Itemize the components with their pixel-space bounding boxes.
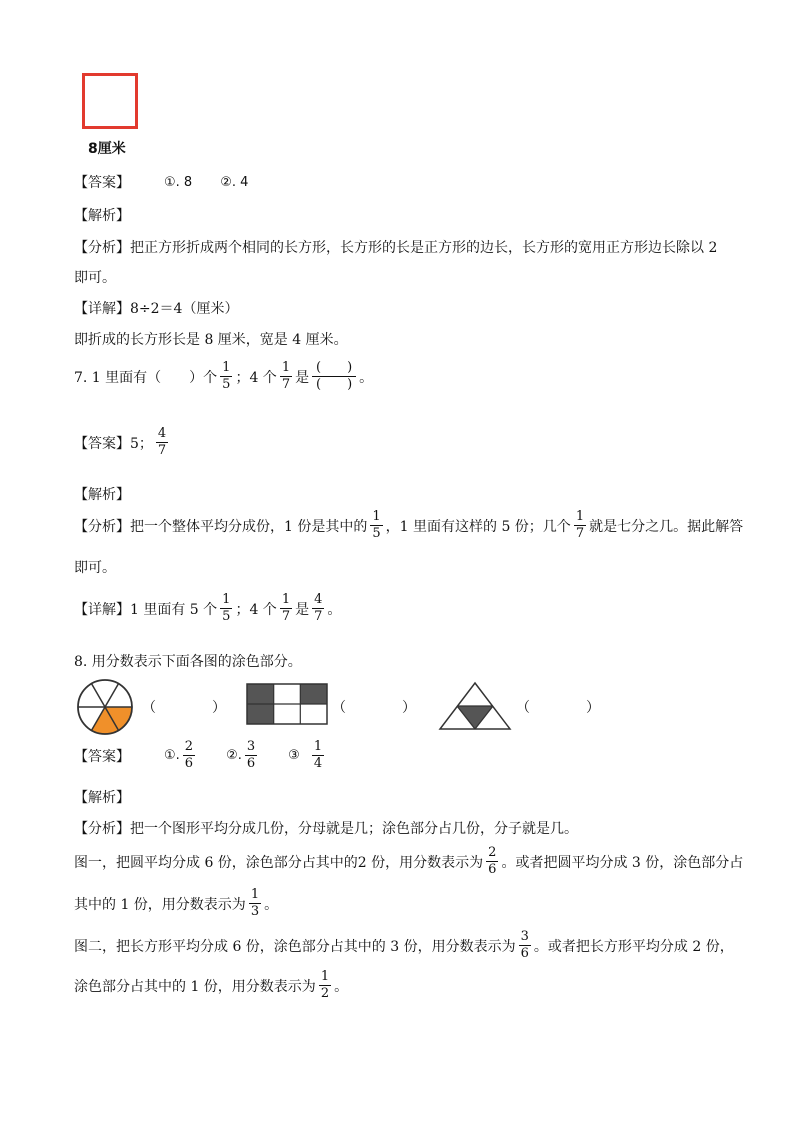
answer-fraction-2-6 <box>183 739 195 772</box>
blank-den: ( ) <box>316 377 353 392</box>
frac-den: 6 <box>184 756 194 771</box>
frac-den: 7 <box>157 443 167 458</box>
answer-tag: 【答案】 <box>74 175 130 191</box>
blank-num: ( ) <box>312 360 356 377</box>
fraction-1-5 <box>220 360 232 393</box>
q8-fig2-line2 <box>74 969 348 1002</box>
q7-answer-row <box>74 426 171 459</box>
fraction-2-6 <box>486 845 498 878</box>
fraction-1-2 <box>319 969 331 1002</box>
frac-num: 2 <box>184 739 194 754</box>
frac-den: 5 <box>372 526 381 541</box>
q7-detail-line <box>74 592 341 625</box>
q6-analysis-title: 【解析】 <box>74 208 130 224</box>
q8-fig2-text-c: 涂色部分占其中的 1 份，用分数表示为 <box>74 978 316 995</box>
q7-analysis-text-a: 【分析】把一个整体平均分成份，1 份是其中的 <box>74 518 368 535</box>
frac-den: 3 <box>250 904 260 919</box>
frac-den: 5 <box>222 377 231 392</box>
frac-den: 6 <box>488 862 497 877</box>
frac-den: 5 <box>222 609 231 624</box>
q8-fig1-text-b: 。或者把圆平均分成 3 份，涂色部分占 <box>501 854 744 871</box>
frac-den: 7 <box>575 526 585 541</box>
frac-num: 1 <box>281 592 291 607</box>
q8-question: 8. 用分数表示下面各图的涂色部分。 <box>74 654 302 670</box>
q8-fig1-text-d: 。 <box>264 896 279 913</box>
q6-analysis-line2: 即可。 <box>74 270 116 286</box>
q8-analysis-line: 【分析】把一个图形平均分成几份，分母就是几；涂色部分占几份，分子就是几。 <box>74 821 578 837</box>
frac-den: 7 <box>281 377 291 392</box>
frac-num: 3 <box>520 929 529 944</box>
q6-detail-line: 【详解】8÷2＝4（厘米） <box>74 301 239 317</box>
frac-num: 1 <box>250 887 260 902</box>
q8-fig1-text-a: 图一，把圆平均分成 6 份，涂色部分占其中的2 份，用分数表示为 <box>74 854 484 871</box>
q7-analysis-line2: 即可。 <box>74 560 116 576</box>
q6-answer-row <box>74 172 248 192</box>
paren-blank-1[interactable]: （ ） <box>142 700 226 716</box>
answer-fraction-4-7 <box>156 426 168 459</box>
frac-num: 1 <box>281 360 291 375</box>
frac-den: 6 <box>520 946 529 961</box>
grid-rectangle-figure <box>246 683 328 725</box>
frac-den: 7 <box>314 609 323 624</box>
fraction-1-5 <box>220 592 232 625</box>
frac-num: 4 <box>157 426 167 441</box>
q7-detail-text-c: 是 <box>295 601 310 618</box>
q8-answer-row <box>74 739 327 772</box>
q7-question-text-c: 是 <box>295 369 310 386</box>
fraction-3-6 <box>519 929 531 962</box>
frac-den: 4 <box>313 756 323 771</box>
q8-fig1-line1 <box>74 845 743 878</box>
fraction-1-7 <box>280 592 292 625</box>
paren-blank-2[interactable]: （ ） <box>332 700 416 716</box>
answer-1: ①. 8 <box>164 174 193 190</box>
q7-question-text-d: 。 <box>359 369 374 386</box>
q8-fig1-line2 <box>74 887 278 920</box>
answer-2: ②. 4 <box>220 174 249 190</box>
fraction-1-7 <box>574 509 586 542</box>
frac-num: 2 <box>488 845 497 860</box>
square-figure <box>82 73 138 129</box>
answer-fraction-3-6 <box>245 739 257 772</box>
paren-blank-3[interactable]: （ ） <box>516 700 600 716</box>
q7-detail-text-d: 。 <box>327 601 342 618</box>
fraction-4-7 <box>312 592 324 625</box>
blank-fraction[interactable] <box>312 360 356 393</box>
answer-1-label: ①. <box>164 748 180 763</box>
answer-tag: 【答案】 <box>74 435 130 452</box>
frac-den: 6 <box>246 756 256 771</box>
answer-tag: 【答案】 <box>74 748 130 765</box>
frac-num: 1 <box>372 509 381 524</box>
fraction-1-3 <box>249 887 261 920</box>
q7-question-text-b: ；4 个 <box>235 369 277 386</box>
frac-num: 1 <box>222 592 231 607</box>
q7-detail-text-b: ；4 个 <box>235 601 277 618</box>
answer-3-label: ③ <box>288 748 300 763</box>
q8-fig2-text-d: 。 <box>334 978 349 995</box>
fraction-1-5 <box>370 509 382 542</box>
q7-question-text-a: 7. 1 里面有（ ）个 <box>74 369 218 386</box>
q7-analysis-text-c: 就是七分之几。据此解答 <box>589 518 744 535</box>
frac-num: 1 <box>575 509 585 524</box>
q8-fig2-line1 <box>74 929 734 962</box>
q7-analysis-title: 【解析】 <box>74 487 130 503</box>
frac-num: 1 <box>313 739 323 754</box>
q7-analysis-line1 <box>74 509 743 542</box>
q7-analysis-text-b: ，1 里面有这样的 5 份；几个 <box>385 518 571 535</box>
q8-fig1-text-c: 其中的 1 份，用分数表示为 <box>74 896 246 913</box>
q7-question <box>74 360 373 393</box>
frac-num: 4 <box>314 592 323 607</box>
q7-detail-text-a: 【详解】1 里面有 5 个 <box>74 601 218 618</box>
fraction-1-7 <box>280 360 292 393</box>
answer-fraction-1-4 <box>312 739 324 772</box>
pie-figure <box>74 676 136 738</box>
square-label: 8厘米 <box>88 141 126 157</box>
frac-den: 2 <box>320 986 330 1001</box>
frac-den: 7 <box>281 609 291 624</box>
answer-2-label: ②. <box>226 748 242 763</box>
q6-conclusion-line: 即折成的长方形长是 8 厘米，宽是 4 厘米。 <box>74 332 348 348</box>
q8-fig2-text-a: 图二，把长方形平均分成 6 份，涂色部分占其中的 3 份，用分数表示为 <box>74 938 516 955</box>
triangle-figure <box>438 681 512 731</box>
frac-num: 1 <box>320 969 330 984</box>
q8-analysis-title: 【解析】 <box>74 790 130 806</box>
frac-num: 3 <box>246 739 256 754</box>
q6-analysis-line1: 【分析】把正方形折成两个相同的长方形，长方形的长是正方形的边长，长方形的宽用正方形边长除以 2 <box>74 240 718 256</box>
q7-answer-text: 5； <box>130 435 153 452</box>
q8-fig2-text-b: 。或者把长方形平均分成 2 份， <box>533 938 734 955</box>
frac-num: 1 <box>222 360 231 375</box>
